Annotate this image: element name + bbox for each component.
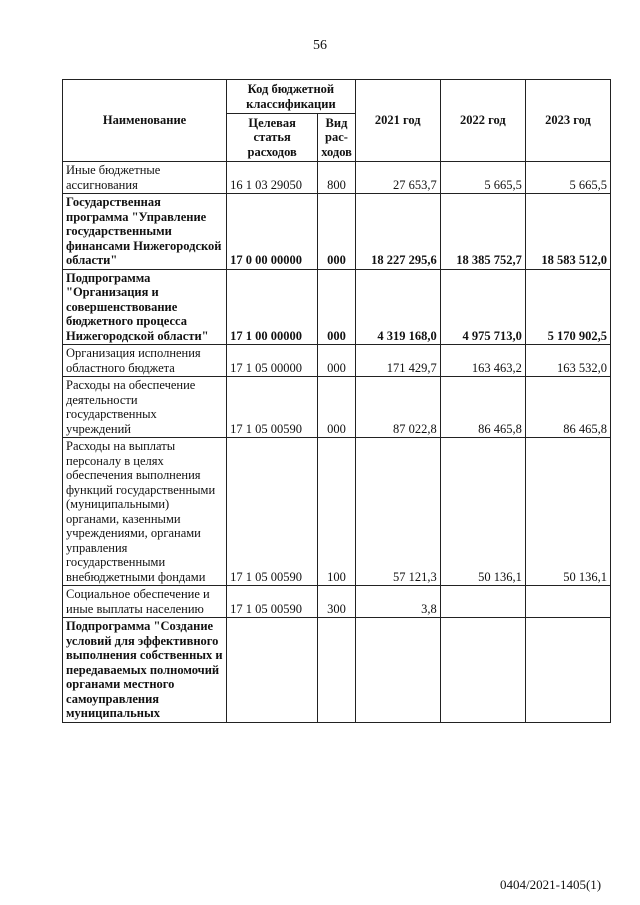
row-value-2021: 87 022,8 bbox=[355, 377, 440, 438]
row-value-2023 bbox=[525, 586, 610, 618]
row-expense-type bbox=[318, 618, 355, 723]
row-target-article: 17 1 00 00000 bbox=[227, 269, 318, 345]
budget-table bbox=[62, 79, 611, 723]
row-value-2023: 18 583 512,0 bbox=[525, 194, 610, 270]
row-name: Подпрограмма "Создание условий для эффективного выполнения собственных и передаваемых полномочий органами местного самоуправления муниципальных bbox=[63, 618, 227, 723]
row-value-2023: 163 532,0 bbox=[525, 345, 610, 377]
row-value-2021 bbox=[355, 618, 440, 723]
row-value-2021: 4 319 168,0 bbox=[355, 269, 440, 345]
row-name: Расходы на выплаты персоналу в целях обеспечения выполнения функций государственными (муниципальными) органами, казенными учреждениями, органами управления государственными внебюджетными фондами bbox=[63, 438, 227, 586]
table-row bbox=[63, 377, 611, 438]
row-target-article: 16 1 03 29050 bbox=[227, 162, 318, 194]
document-code: 0404/2021-1405(1) bbox=[500, 877, 602, 892]
row-target-article: 17 0 00 00000 bbox=[227, 194, 318, 270]
row-value-2023: 50 136,1 bbox=[525, 438, 610, 586]
row-name: Организация исполнения областного бюджета bbox=[63, 345, 227, 377]
row-value-2023: 5 665,5 bbox=[525, 162, 610, 194]
header-name: Наименование bbox=[63, 80, 227, 162]
row-value-2021: 57 121,3 bbox=[355, 438, 440, 586]
row-expense-type: 000 bbox=[318, 345, 355, 377]
table-row bbox=[63, 438, 611, 586]
table-row bbox=[63, 194, 611, 270]
row-expense-type: 000 bbox=[318, 377, 355, 438]
row-value-2022 bbox=[440, 618, 525, 723]
header-target-article: Целевая статья расходов bbox=[227, 114, 318, 162]
row-value-2023: 5 170 902,5 bbox=[525, 269, 610, 345]
row-expense-type: 300 bbox=[318, 586, 355, 618]
row-target-article: 17 1 05 00590 bbox=[227, 377, 318, 438]
row-value-2022: 18 385 752,7 bbox=[440, 194, 525, 270]
row-value-2023: 86 465,8 bbox=[525, 377, 610, 438]
row-expense-type: 800 bbox=[318, 162, 355, 194]
row-value-2023 bbox=[525, 618, 610, 723]
header-code-group: Код бюджетной классификации bbox=[227, 80, 356, 114]
page-number: 56 bbox=[313, 38, 327, 53]
row-target-article: 17 1 05 00590 bbox=[227, 586, 318, 618]
row-name: Расходы на обеспечение деятельности государственных учреждений bbox=[63, 377, 227, 438]
row-value-2022: 50 136,1 bbox=[440, 438, 525, 586]
row-expense-type: 000 bbox=[318, 269, 355, 345]
header-expense-type: Вид рас-ходов bbox=[318, 114, 355, 162]
row-value-2021: 3,8 bbox=[355, 586, 440, 618]
table-body bbox=[63, 162, 611, 723]
row-value-2022 bbox=[440, 586, 525, 618]
table-row bbox=[63, 618, 611, 723]
table-row bbox=[63, 345, 611, 377]
row-value-2022: 4 975 713,0 bbox=[440, 269, 525, 345]
row-value-2022: 86 465,8 bbox=[440, 377, 525, 438]
row-target-article: 17 1 05 00000 bbox=[227, 345, 318, 377]
row-expense-type: 100 bbox=[318, 438, 355, 586]
header-2021: 2021 год bbox=[355, 80, 440, 162]
row-target-article: 17 1 05 00590 bbox=[227, 438, 318, 586]
table-row bbox=[63, 269, 611, 345]
row-expense-type: 000 bbox=[318, 194, 355, 270]
header-2023: 2023 год bbox=[525, 80, 610, 162]
row-value-2021: 18 227 295,6 bbox=[355, 194, 440, 270]
row-value-2021: 27 653,7 bbox=[355, 162, 440, 194]
row-name: Государственная программа "Управление государственными финансами Нижегородской области" bbox=[63, 194, 227, 270]
header-2022: 2022 год bbox=[440, 80, 525, 162]
row-value-2022: 163 463,2 bbox=[440, 345, 525, 377]
row-target-article bbox=[227, 618, 318, 723]
table-row bbox=[63, 162, 611, 194]
row-name: Иные бюджетные ассигнования bbox=[63, 162, 227, 194]
row-value-2022: 5 665,5 bbox=[440, 162, 525, 194]
table-row bbox=[63, 586, 611, 618]
row-name: Социальное обеспечение и иные выплаты населению bbox=[63, 586, 227, 618]
row-name: Подпрограмма "Организация и совершенствование бюджетного процесса Нижегородской области" bbox=[63, 269, 227, 345]
row-value-2021: 171 429,7 bbox=[355, 345, 440, 377]
